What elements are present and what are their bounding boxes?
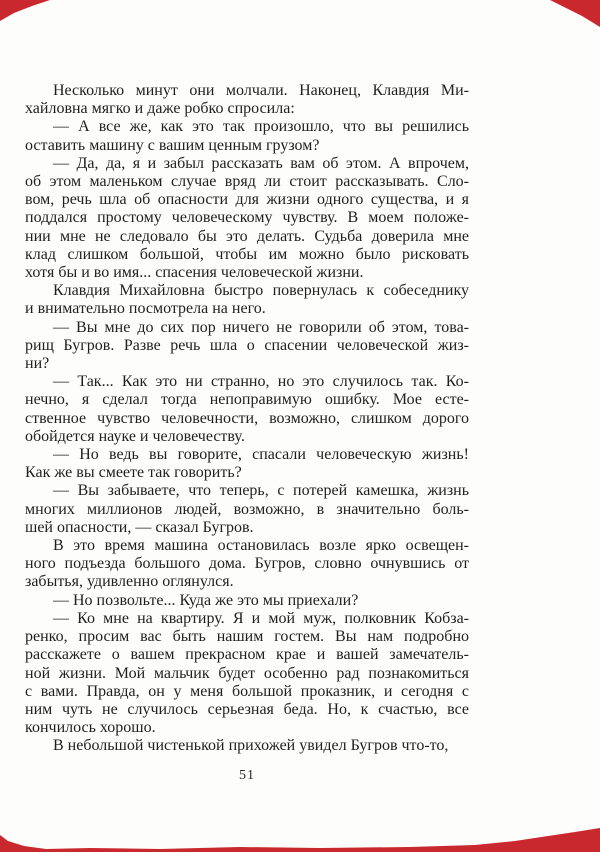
text-line: — Но позвольте... Куда же это мы приехали?: [53, 591, 359, 609]
text-line: — А все же, как это так произошло, что вы решились: [53, 118, 469, 136]
text-line: В небольшой чистенькой прихожей увидел Бугров что-то,: [53, 737, 449, 755]
text-line: вом, речь шла об опасности для жизни одного существа, и я: [25, 191, 469, 209]
text-line: — Вы забываете, что теперь, с потерей камешка, жизнь: [53, 482, 469, 500]
text-line: обойдется науке и человечеству.: [25, 427, 245, 445]
text-line: ного подъезда большого дома. Бугров, словно очнувшись от: [25, 555, 469, 573]
paragraph: [25, 118, 469, 154]
text-line: — Но ведь вы говорите, спасали человеческую жизнь!: [53, 446, 469, 464]
paragraph: [25, 319, 469, 374]
text-line: — Ко мне на квартиру. Я и мой муж, полковник Кобза-: [53, 609, 469, 627]
paragraph: [25, 737, 469, 755]
text-line: нечно, я сделал тогда непоправимую ошибку. Мое есте-: [25, 391, 469, 409]
paragraph: [25, 592, 469, 610]
paragraph: [25, 446, 469, 482]
text-line: клад слишком большой, чтобы им можно было рисковать: [25, 245, 469, 263]
text-line: ственное чувство человечности, возможно, слишком дорого: [25, 409, 469, 427]
text-line: В это время машина остановилась возле ярко освещен-: [53, 537, 469, 555]
text-line: оставить машину с вашим ценным грузом?: [25, 136, 320, 154]
top-right-edge-mark: [550, 0, 600, 27]
top-left-edge-mark: [0, 0, 50, 21]
text-line: поддался простому человеческому чувству. В моем положе-: [25, 209, 469, 227]
paragraph: [25, 610, 469, 737]
text-line: кончилось хорошо.: [25, 719, 156, 737]
page-number: 51: [239, 768, 255, 783]
text-line: ним чуть не случилось серьезная беда. Но, к счастью, все: [25, 700, 469, 718]
text-line: с вами. Правда, он у меня большой проказник, и сегодня с: [25, 682, 469, 700]
paragraph: [25, 537, 469, 592]
paragraph: [25, 282, 469, 318]
text-line: об этом маленьком случае вряд ли стоит рассказывать. Сло-: [25, 173, 469, 191]
text-line: расскажете о вашем прекрасном крае и вашей замечатель-: [25, 646, 469, 664]
text-line: Несколько минут они молчали. Наконец, Клавдия Ми-: [53, 82, 469, 99]
text-line: шей опасности, — сказал Бугров.: [25, 518, 254, 536]
bottom-edge-mark: [0, 828, 600, 852]
text-line: хотя бы и во имя... спасения человеческой жизни.: [25, 264, 364, 282]
paragraph: [25, 482, 469, 537]
text-line: — Да, да, я и забыл рассказать вам об этом. А впрочем,: [53, 154, 469, 172]
text-line: Как же вы смеете так говорить?: [25, 464, 242, 482]
text-line: — Так... Как это ни странно, но это случилось так. Ко-: [53, 373, 469, 391]
text-line: забытья, удивленно оглянулся.: [25, 573, 234, 591]
paragraph: [25, 373, 469, 446]
page-text: [25, 82, 469, 756]
paragraph: [25, 82, 469, 118]
text-line: Клавдия Михайловна быстро повернулась к собеседнику: [53, 282, 469, 300]
text-line: ной жизни. Мой мальчик будет особенно рад познакомиться: [25, 664, 469, 682]
text-line: и внимательно посмотрела на него.: [25, 300, 266, 318]
text-line: рищ Бугров. Разве речь шла о спасении человеческой жиз-: [25, 336, 469, 354]
paragraph: [25, 155, 469, 282]
text-line: ренко, просим вас быть нашим гостем. Вы нам подробно: [25, 628, 469, 646]
text-line: нии мне не следовало бы это делать. Судьба доверила мне: [25, 227, 469, 245]
text-line: хайловна мягко и даже робко спросила:: [25, 100, 295, 118]
text-line: многих миллионов людей, возможно, в значительно боль-: [25, 500, 469, 518]
text-line: ни?: [25, 355, 50, 373]
text-line: — Вы мне до сих пор ничего не говорили об этом, това-: [53, 318, 469, 336]
